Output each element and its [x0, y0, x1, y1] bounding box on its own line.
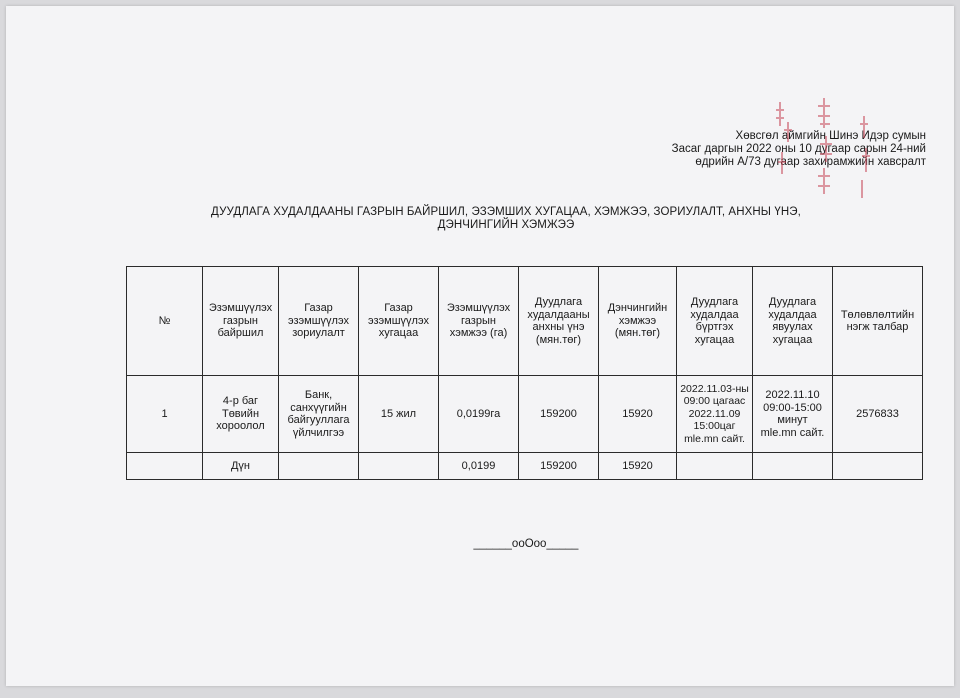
schedule-date: 2022.11.10 [765, 389, 820, 401]
registration-period-cell: 2022.11.03-ны 09:00 цагаас 2022.11.09 15:00цаг mle.mn сайт. [677, 376, 753, 453]
summary-empty [127, 453, 203, 480]
table-header-row [127, 267, 923, 376]
summary-empty [677, 453, 753, 480]
schedule-site: mle.mn сайт. [760, 426, 825, 439]
deposit-cell: 15920 [599, 376, 677, 453]
row-number: 1 [127, 376, 203, 453]
summary-empty [753, 453, 833, 480]
header-cell: Дэнчингийн хэмжээ (мян.төг) [599, 267, 677, 376]
header-cell: Эзэмшүүлэх газрын хэмжээ (га) [439, 267, 519, 376]
header-line-2: Засаг даргын 2022 оны 10 дугаар сарын 24-ний [671, 143, 926, 155]
summary-empty [833, 453, 923, 480]
header-line-3: өдрийн А/73 дугаар захирамжийн хавсралт [695, 156, 926, 168]
location-cell: 4-р баг Төвийн хороолол [203, 376, 279, 453]
header-cell: Газар эзэмшүүлэх зориулалт [279, 267, 359, 376]
title-line-1: ДУУДЛАГА ХУДАЛДААНЫ ГАЗРЫН БАЙРШИЛ, ЭЗЭМШИХ ХУГАЦАА, ХЭМЖЭЭ, ЗОРИУЛАЛТ, АНХНЫ ҮНЭ, [211, 206, 801, 218]
document-title [206, 206, 806, 232]
header-cell: Эзэмшүүлэх газрын байршил [203, 267, 279, 376]
summary-empty [279, 453, 359, 480]
header-cell: Дуудлага худалдааны анхны үнэ (мян.төг) [519, 267, 599, 376]
document-page [6, 6, 954, 686]
summary-deposit: 15920 [599, 453, 677, 480]
parcel-cell: 2576833 [833, 376, 923, 453]
header-cell: Газар эзэмшүүлэх хугацаа [359, 267, 439, 376]
title-line-2: ДЭНЧИНГИЙН ХЭМЖЭЭ [437, 219, 575, 231]
schedule-time: 09:00-15:00 минут [763, 401, 822, 426]
summary-row [127, 453, 923, 480]
header-cell: Төлөвлөлтийн нэгж талбар [833, 267, 923, 376]
auction-schedule-cell [753, 376, 833, 453]
header-cell: Дуудлага худалдаа явуулах хугацаа [753, 267, 833, 376]
document-footer: ______ooOoo_____ [473, 538, 579, 550]
summary-price: 159200 [519, 453, 599, 480]
table-row [127, 376, 923, 453]
auction-table [126, 266, 923, 480]
summary-empty [359, 453, 439, 480]
purpose-cell: Банк, санхүүгийн байгууллага үйлчилгээ [279, 376, 359, 453]
header-line-1: Хөвсгөл аймгийн Шинэ Идэр сумын [735, 130, 926, 142]
red-stamp-seal [766, 92, 886, 206]
summary-label: Дүн [203, 453, 279, 480]
header-cell: № [127, 267, 203, 376]
area-cell: 0,0199га [439, 376, 519, 453]
price-cell: 159200 [519, 376, 599, 453]
term-cell: 15 жил [359, 376, 439, 453]
summary-area: 0,0199 [439, 453, 519, 480]
header-cell: Дуудлага худалдаа бүртгэх хугацаа [677, 267, 753, 376]
